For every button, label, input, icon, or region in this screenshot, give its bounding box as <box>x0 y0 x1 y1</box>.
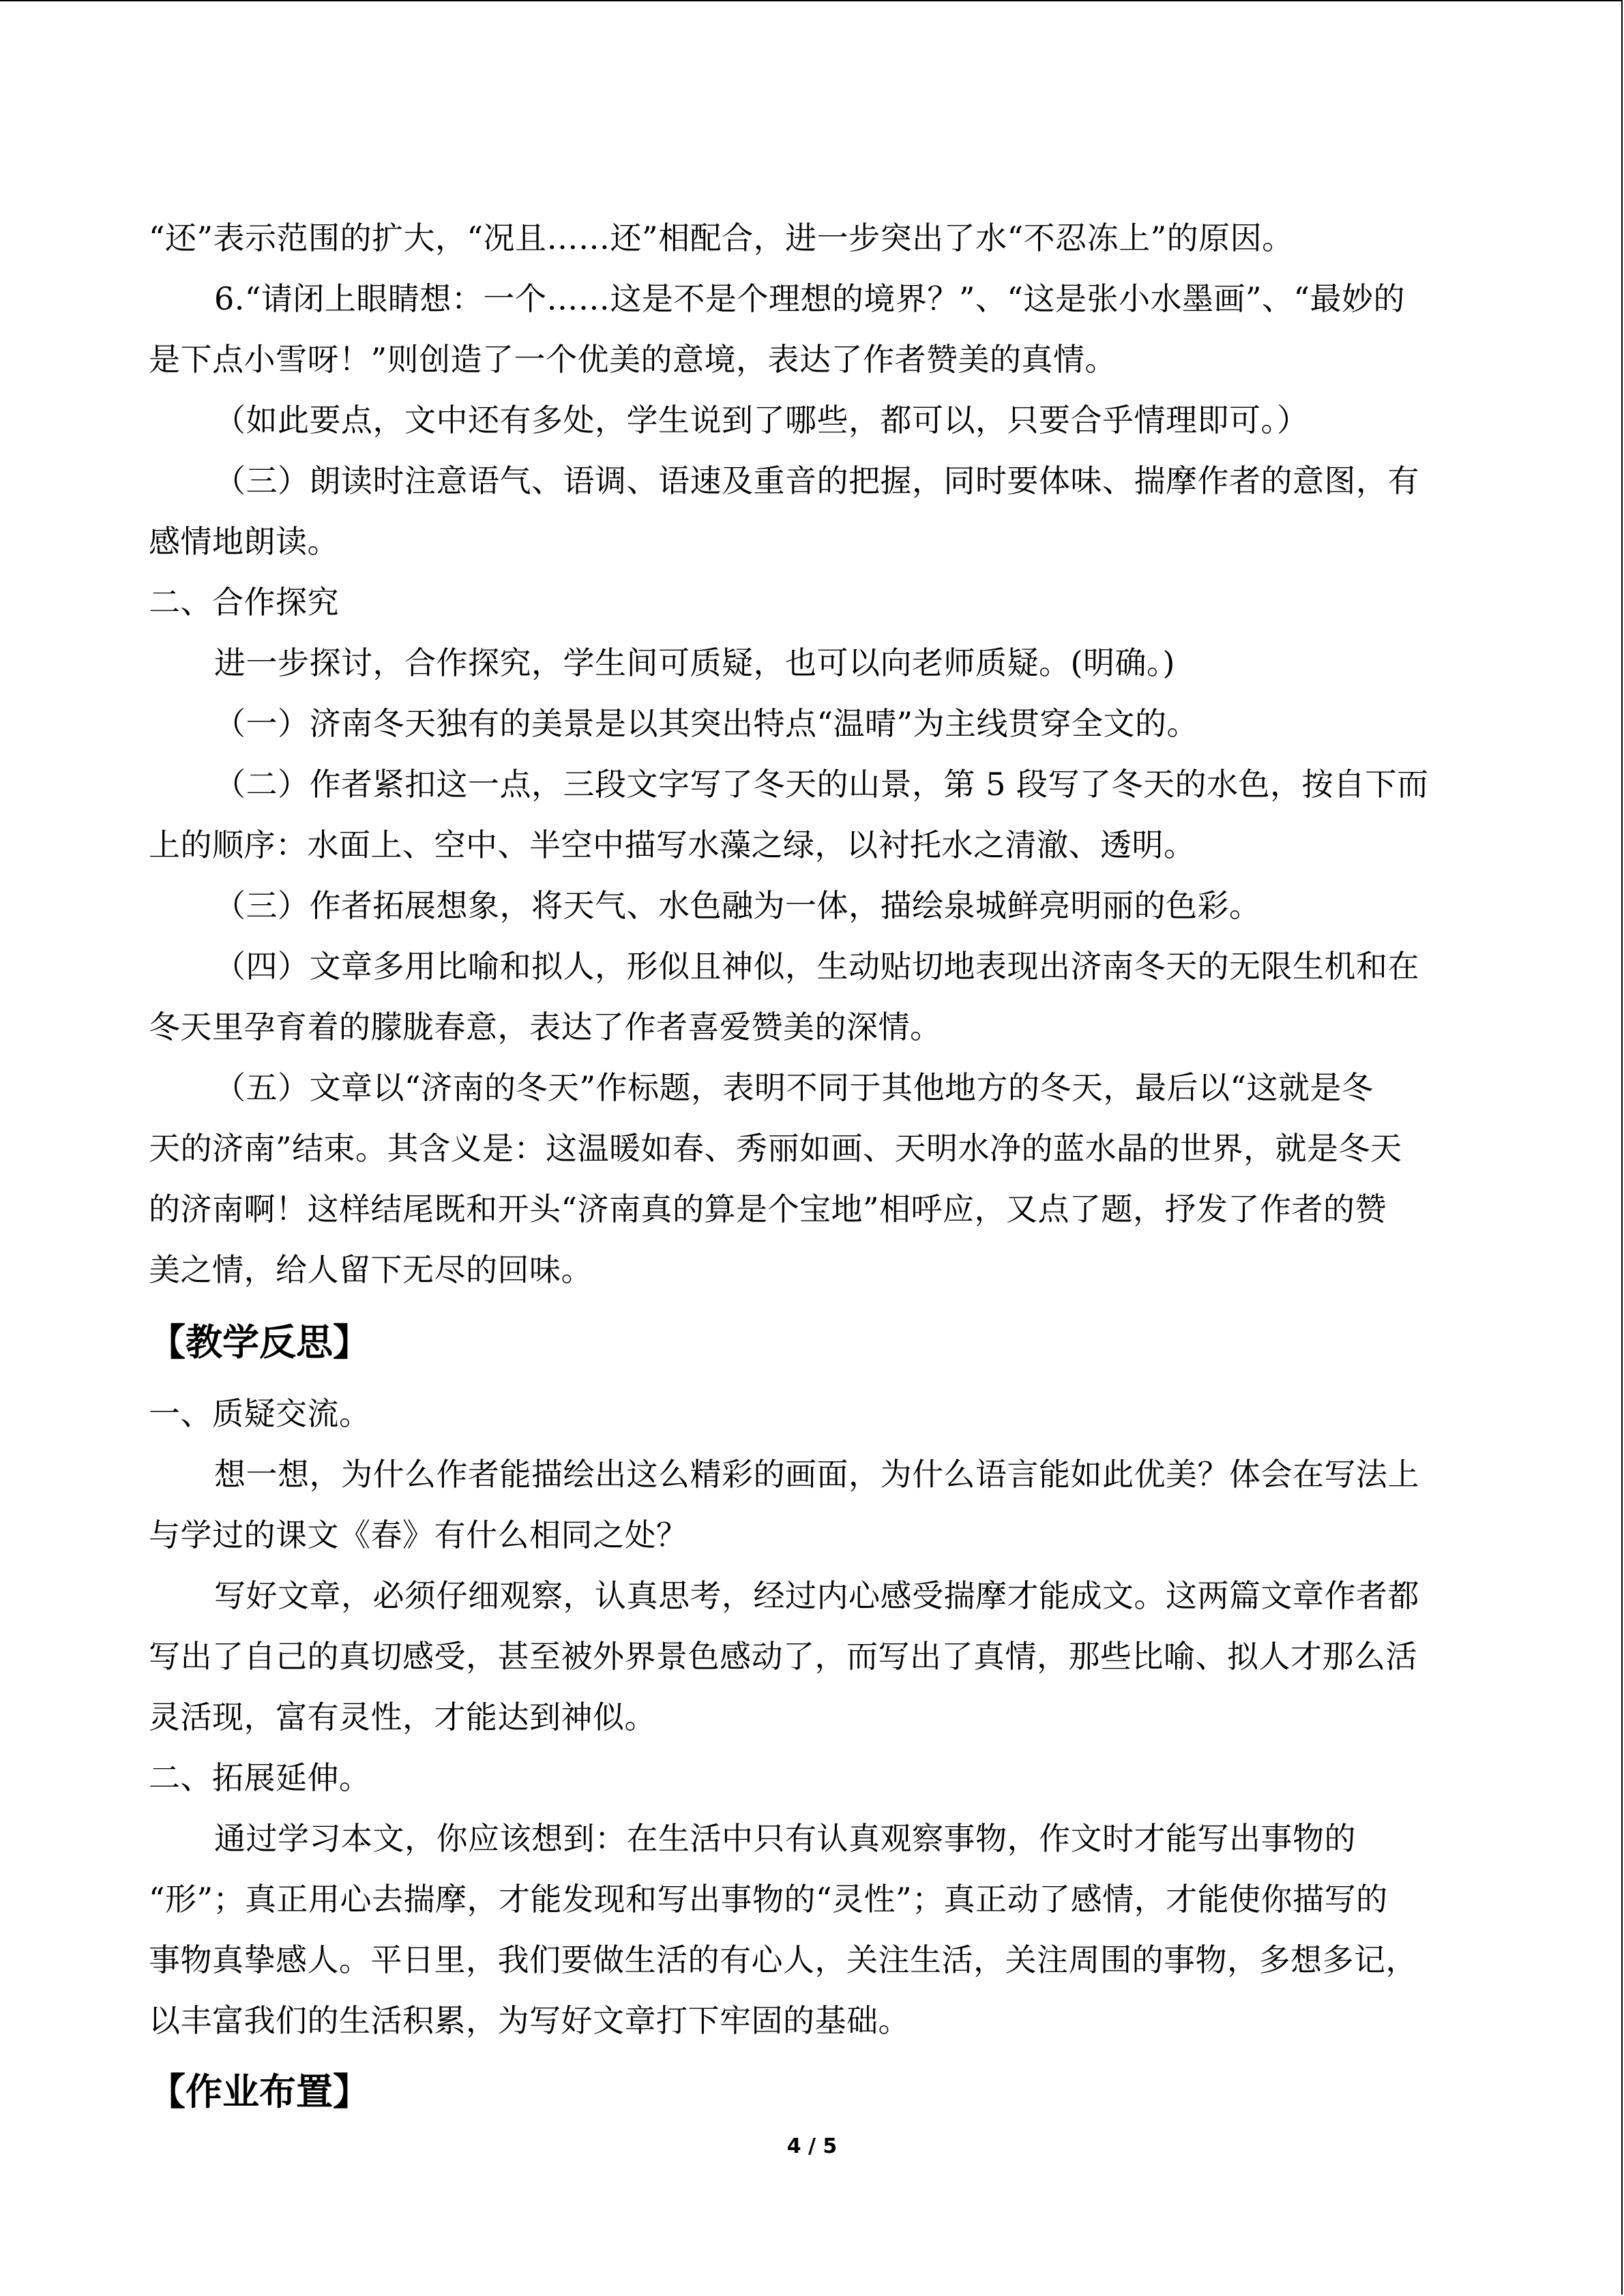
text-line: 6.“请闭上眼睛想：一个……这是不是个理想的境界？”、“这是张小水墨画”、“最妙的 <box>214 280 1405 317</box>
text-line: 事物真挚感人。平日里，我们要做生活的有心人，关注生活，关注周围的事物，多想多记， <box>149 1941 1417 1978</box>
text-line: 的济南啊！这样结尾既和开头“济南真的算是个宝地”相呼应，又点了题，抒发了作者的赞 <box>149 1191 1387 1227</box>
text-line: 上的顺序：水面上、空中、半空中描写水藻之绿，以衬托水之清澈、透明。 <box>149 826 1196 863</box>
document-body <box>149 208 1464 2133</box>
text-line: （三）作者拓展想象，将天气、水色融为一体，描绘泉城鲜亮明丽的色彩。 <box>214 887 1261 924</box>
page-number: 4 / 5 <box>786 2134 838 2158</box>
teaching-reflection-section <box>149 1384 1464 2051</box>
text-line: 写出了自己的真切感受，甚至被外界景色感动了，而写出了真情，那些比喻、拟人才那么活 <box>149 1638 1417 1675</box>
section-heading-teaching-reflection: 【教学反思】 <box>149 1321 370 1364</box>
text-line: （三）朗读时注意语气、语调、语速及重音的把握，同时要体味、揣摩作者的意图，有 <box>214 462 1419 499</box>
text-line: 想一想，为什么作者能描绘出这么精彩的画面，为什么语言能如此优美？体会在写法上 <box>214 1456 1419 1493</box>
text-line: 冬天里孕育着的朦胧春意，表达了作者喜爱赞美的深情。 <box>149 1009 942 1045</box>
text-line: 与学过的课文《春》有什么相同之处？ <box>149 1517 688 1553</box>
text-line: 进一步探讨，合作探究，学生间可质疑，也可以向老师质疑。(明确。) <box>214 644 1175 681</box>
text-line: 感情地朗读。 <box>149 523 339 560</box>
lesson-discussion-section <box>149 208 1464 1300</box>
text-line: 二、拓展延伸。 <box>149 1759 371 1796</box>
text-line: （一）济南冬天独有的美景是以其突出特点“温晴”为主线贯穿全文的。 <box>214 705 1199 742</box>
text-line: （二）作者紧扣这一点，三段文字写了冬天的山景，第 5 段写了冬天的水色，按自下而 <box>214 766 1429 803</box>
text-line: 天的济南”结束。其含义是：这温暖如春、秀丽如画、天明水净的蓝水晶的世界，就是冬天 <box>149 1130 1402 1167</box>
text-line: 二、合作探究 <box>149 584 339 621</box>
text-line: 美之情，给人留下无尽的回味。 <box>149 1251 593 1288</box>
text-line: （如此要点，文中还有多处，学生说到了哪些，都可以，只要合乎情理即可。） <box>214 402 1309 438</box>
text-line: 是下点小雪呀！”则创造了一个优美的意境，表达了作者赞美的真情。 <box>149 341 1117 378</box>
text-line: 一、质疑交流。 <box>149 1395 371 1432</box>
section-heading-homework: 【作业布置】 <box>149 2070 370 2113</box>
text-line: 以丰富我们的生活积累，为写好文章打下牢固的基础。 <box>149 2002 910 2039</box>
text-line: （五）文章以“济南的冬天”作标题，表明不同于其他地方的冬天，最后以“这就是冬 <box>214 1069 1374 1106</box>
text-line: 通过学习本文，你应该想到：在生活中只有认真观察事物，作文时才能写出事物的 <box>214 1820 1356 1857</box>
text-line: 写好文章，必须仔细观察，认真思考，经过内心感受揣摩才能成文。这两篇文章作者都 <box>214 1577 1419 1614</box>
text-line: （四）文章多用比喻和拟人，形似且神似，生动贴切地表现出济南冬天的无限生机和在 <box>214 948 1419 985</box>
text-line: “还”表示范围的扩大，“况且……还”相配合，进一步突出了水“不忍冻上”的原因。 <box>149 220 1294 256</box>
text-line: 灵活现，富有灵性，才能达到神似。 <box>149 1699 656 1735</box>
text-line: “形”；真正用心去揣摩，才能发现和写出事物的“灵性”；真正动了感情，才能使你描写的 <box>149 1881 1388 1918</box>
